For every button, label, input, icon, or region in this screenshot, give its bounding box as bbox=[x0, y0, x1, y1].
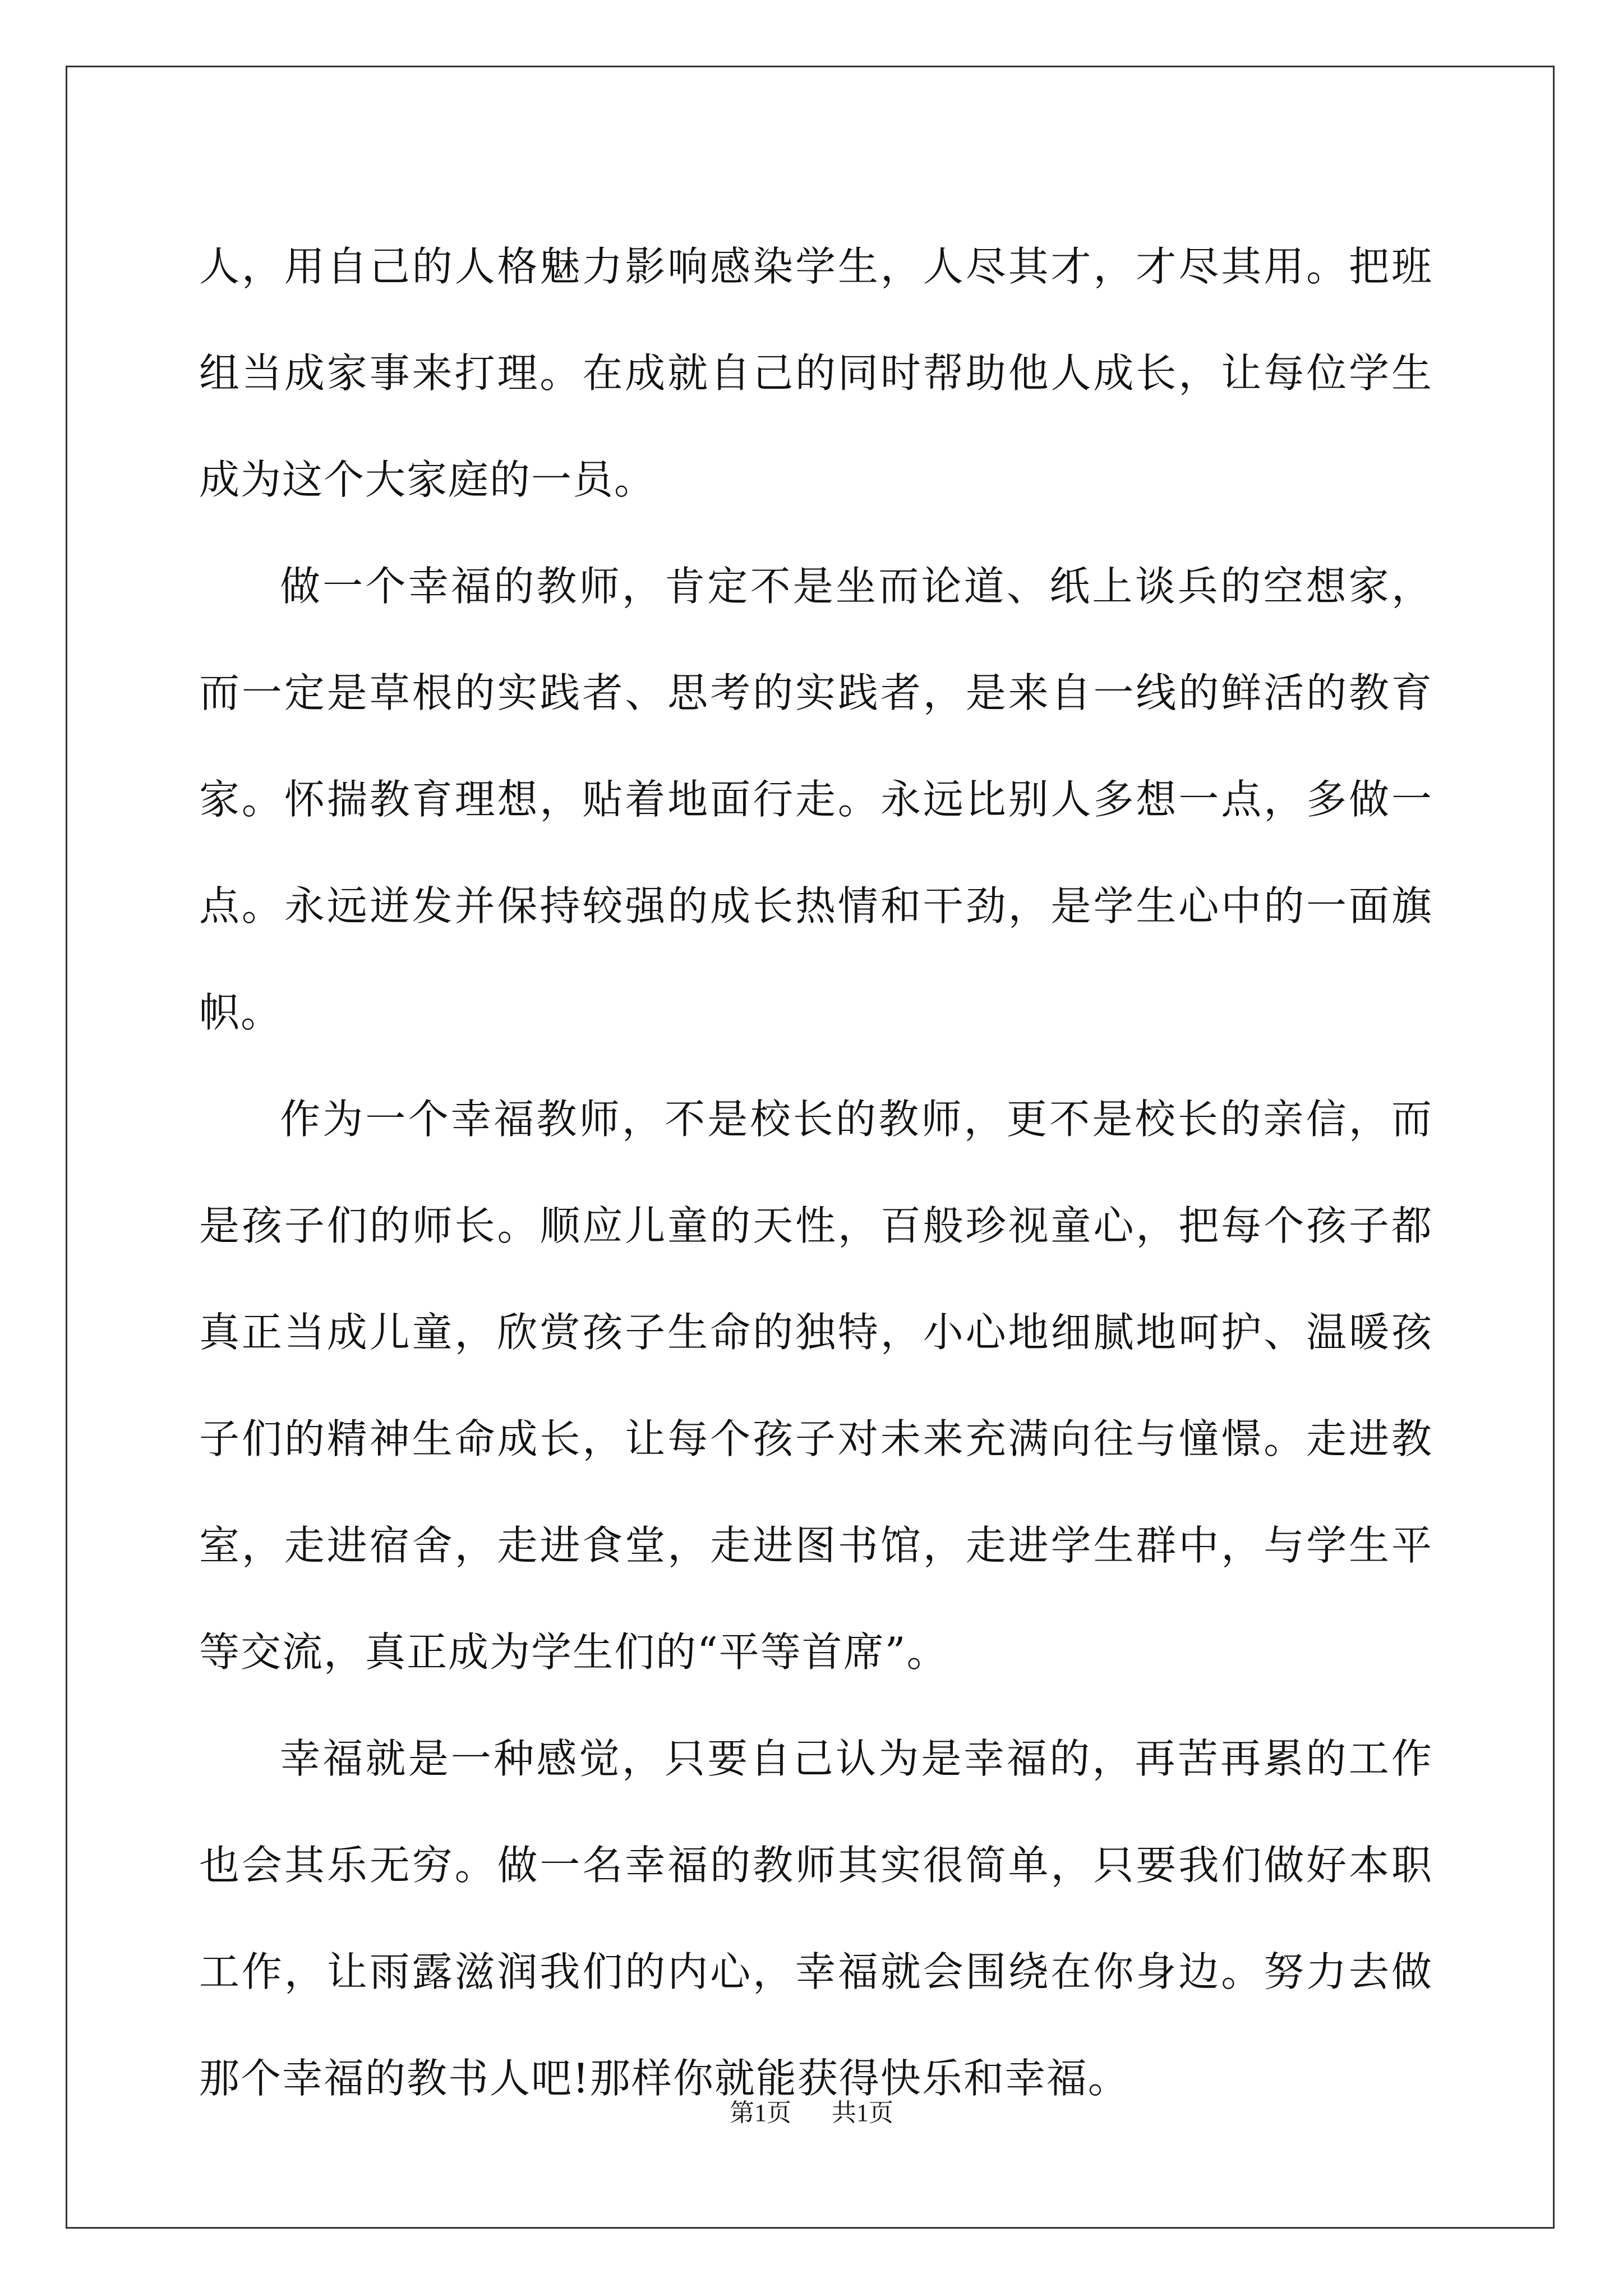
paragraph-3: 作为一个幸福教师，不是校长的教师，更不是校长的亲信，而是孩子们的师长。顺应儿童的天性，百般珍视童心，把每个孩子都真正当成儿童，欣赏孩子生命的独特，小心地细腻地呵护、温暖孩子们的精神生命成长，让每个孩子对未来充满向往与憧憬。走进教室，走进宿舍，走进食堂，走进图书馆，走进学生群中，与学生平等交流，真正成为学生们的“平等首席”。 bbox=[199, 1096, 1433, 1676]
paragraph-1: 人，用自己的人格魅力影响感染学生，人尽其才，才尽其用。把班组当成家事来打理。在成就自己的同时帮助他人成长，让每位学生成为这个大家庭的一员。 bbox=[199, 243, 1433, 503]
document-body bbox=[199, 213, 1433, 2132]
page-number-total: 共1页 bbox=[832, 2099, 893, 2127]
page-number-current: 第1页 bbox=[730, 2099, 791, 2127]
page-footer bbox=[0, 2092, 1623, 2128]
paragraph-4: 幸福就是一种感觉，只要自己认为是幸福的，再苦再累的工作也会其乐无穷。做一名幸福的教师其实很简单，只要我们做好本职工作，让雨露滋润我们的内心，幸福就会围绕在你身边。努力去做那个幸福的教书人吧!那样你就能获得快乐和幸福。 bbox=[199, 1735, 1433, 2102]
paragraph-2: 做一个幸福的教师，肯定不是坐而论道、纸上谈兵的空想家，而一定是草根的实践者、思考的实践者，是来自一线的鲜活的教育家。怀揣教育理想，贴着地面行走。永远比别人多想一点，多做一点。永远迸发并保持较强的成长热情和干劲，是学生心中的一面旗帜。 bbox=[199, 563, 1433, 1036]
